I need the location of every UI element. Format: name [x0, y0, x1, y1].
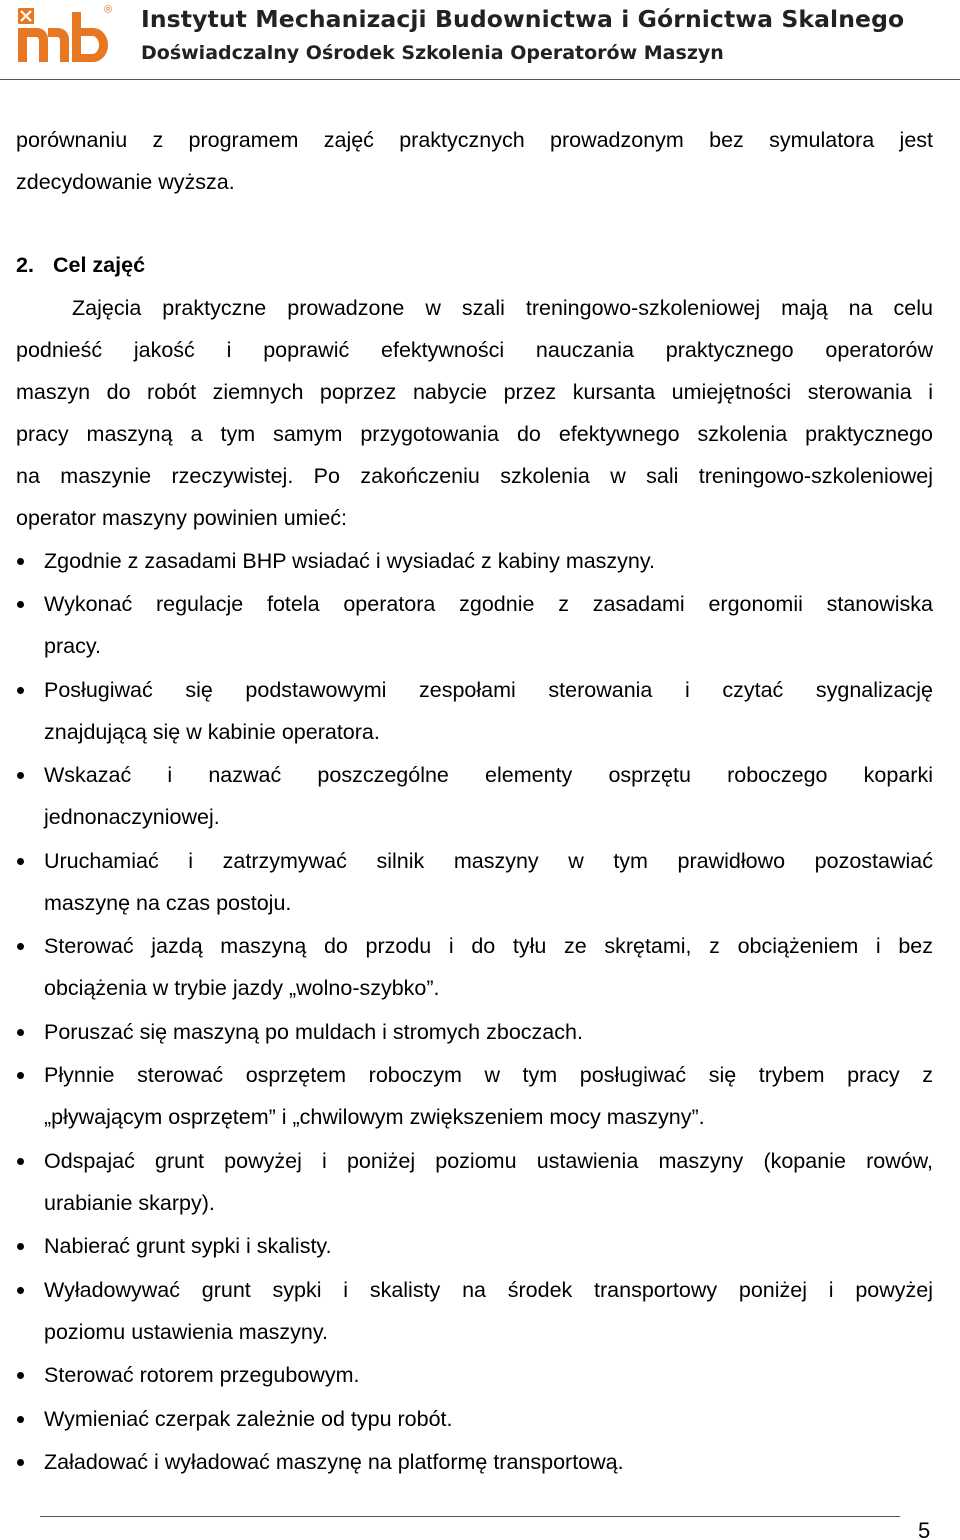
section-title: Cel zajęć: [53, 253, 146, 277]
list-item-continuation: pracy.: [44, 634, 101, 658]
bullet-dot-icon: [17, 772, 24, 779]
list-item: Sterować jazdą maszyną do przodu i do tyłu ze skrętami, z obciążeniem i bez: [44, 934, 933, 958]
list-item: Wymieniać czerpak zależnie od typu robót.: [44, 1407, 453, 1431]
paragraph-line: pracy maszyną a tym samym przygotowania do efektywnego szkolenia praktycznego: [16, 422, 933, 446]
bullet-dot-icon: [17, 1416, 24, 1423]
bullet-dot-icon: [17, 1459, 24, 1466]
list-item: Nabierać grunt sypki i skalisty.: [44, 1234, 332, 1258]
paragraph-line: Zajęcia praktyczne prowadzone w szali treningowo-szkoleniowej mają na celu: [72, 296, 933, 320]
list-item: Odspajać grunt powyżej i poniżej poziomu ustawienia maszyny (kopanie rowów,: [44, 1149, 933, 1173]
list-item-continuation: urabianie skarpy).: [44, 1191, 215, 1215]
page-number: 5: [918, 1518, 931, 1540]
bullet-dot-icon: [17, 1243, 24, 1250]
page-header: [0, 0, 960, 82]
bullet-dot-icon: [17, 687, 24, 694]
list-item: Poruszać się maszyną po muldach i stromych zboczach.: [44, 1020, 583, 1044]
list-item: Załadować i wyładować maszynę na platformę transportową.: [44, 1450, 624, 1474]
list-item-continuation: poziomu ustawienia maszyny.: [44, 1320, 329, 1344]
bullet-dot-icon: [17, 1158, 24, 1165]
list-item: Wyładowywać grunt sypki i skalisty na środek transportowy poniżej i powyżej: [44, 1278, 933, 1302]
list-item: Płynnie sterować osprzętem roboczym w tym posługiwać się trybem pracy z: [44, 1063, 933, 1087]
bullet-dot-icon: [17, 558, 24, 565]
center-name: Doświadczalny Ośrodek Szkolenia Operatorów Maszyn: [141, 42, 724, 64]
bullet-dot-icon: [17, 1072, 24, 1079]
institute-name: Instytut Mechanizacji Budownictwa i Górnictwa Skalnego: [141, 5, 905, 33]
list-item: Zgodnie z zasadami BHP wsiadać i wysiadać z kabiny maszyny.: [44, 549, 656, 573]
list-item: Sterować rotorem przegubowym.: [44, 1363, 360, 1387]
list-item-continuation: maszynę na czas postoju.: [44, 891, 292, 915]
list-item: Wskazać i nazwać poszczególne elementy osprzętu roboczego koparki: [44, 763, 933, 787]
bullet-dot-icon: [17, 1029, 24, 1036]
footer-divider: [40, 1516, 900, 1517]
intro-line-2: zdecydowanie wyższa.: [16, 170, 235, 194]
list-item-continuation: znajdującą się w kabinie operatora.: [44, 720, 380, 744]
section-heading: [16, 252, 145, 278]
list-item-continuation: obciążenia w trybie jazdy „wolno-szybko”.: [44, 976, 440, 1000]
bullet-dot-icon: [17, 858, 24, 865]
paragraph-line: na maszynie rzeczywistej. Po zakończeniu szkolenia w sali treningowo-szkoleniowej: [16, 464, 933, 488]
bullet-dot-icon: [17, 1372, 24, 1379]
paragraph-line: podnieść jakość i poprawić efektywności nauczania praktycznego operatorów: [16, 338, 933, 362]
paragraph-line: maszyn do robót ziemnych poprzez nabycie przez kursanta umiejętności sterowania i: [16, 380, 933, 404]
intro-line-1: porównaniu z programem zajęć praktycznych prowadzonym bez symulatora jest: [16, 128, 933, 152]
paragraph-line: operator maszyny powinien umieć:: [16, 506, 348, 530]
section-number: 2.: [16, 253, 34, 277]
list-item: Wykonać regulacje fotela operatora zgodnie z zasadami ergonomii stanowiska: [44, 592, 933, 616]
header-divider: [0, 79, 960, 80]
list-item: Uruchamiać i zatrzymywać silnik maszyny w tym prawidłowo pozostawiać: [44, 849, 933, 873]
registered-mark-icon: ®: [104, 4, 113, 16]
bullet-dot-icon: [17, 943, 24, 950]
imbigs-logo: [16, 6, 116, 64]
bullet-dot-icon: [17, 1287, 24, 1294]
list-item-continuation: jednonaczyniowej.: [44, 805, 220, 829]
bullet-dot-icon: [17, 601, 24, 608]
list-item: Posługiwać się podstawowymi zespołami sterowania i czytać sygnalizację: [44, 678, 933, 702]
list-item-continuation: „pływającym osprzętem” i „chwilowym zwiększeniem mocy maszyny”.: [44, 1105, 705, 1129]
